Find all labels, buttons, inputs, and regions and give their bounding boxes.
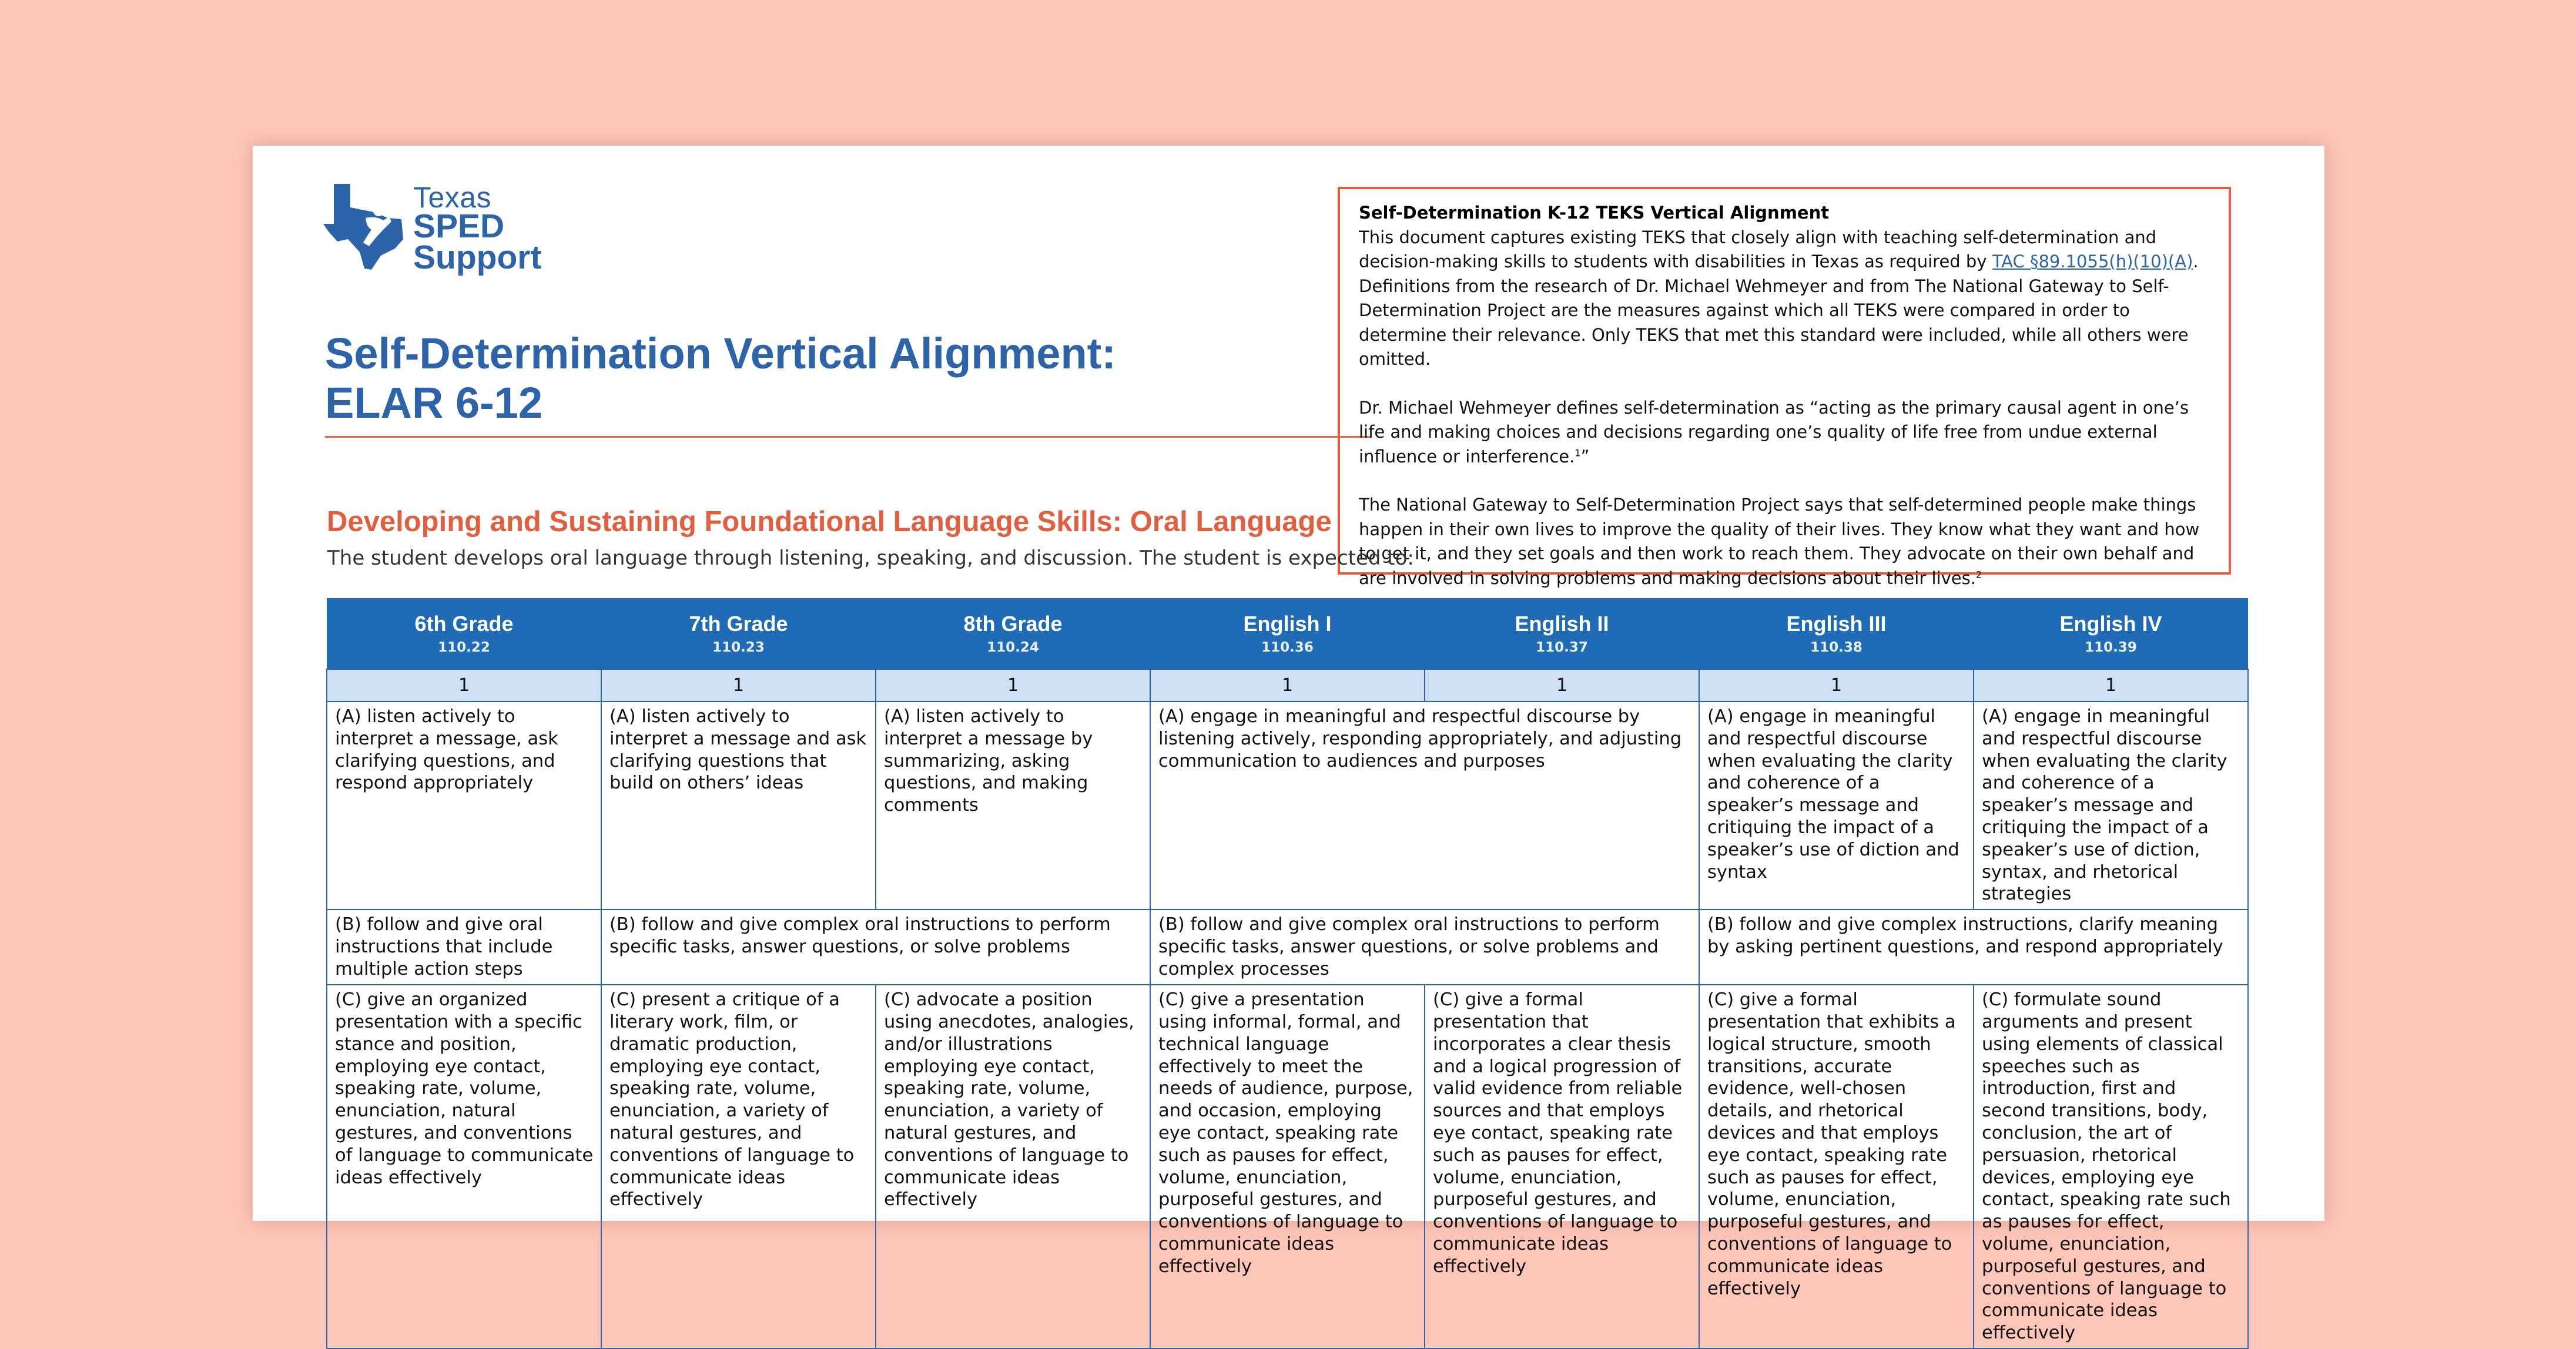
column-header xyxy=(601,598,876,669)
info-p1-text-after: . Definitions from the research of Dr. Michael Wehmeyer and from The National Gateway to Self-Determination Project are the measures against which all TEKS were compared in order to determine their relevance. Only TEKS that met this standard were included, while all others were omitted. xyxy=(1359,251,2199,369)
standard-number: 1 xyxy=(601,669,876,702)
table-cell: (C) advocate a position using anecdotes, analogies, and/or illustrations employing eye contact, speaking rate, volume, enunciation, a variety of natural gestures, and conventions of language to communicate ideas effectively xyxy=(876,985,1150,1348)
table-cell: (C) give a formal presentation that exhibits a logical structure, smooth transitions, accurate evidence, well-chosen details, and rhetorical devices and that employs eye contact, speaking rate such as pauses for effect, volume, enunciation, purposeful gestures, and conventions of language to communicate ideas effectively xyxy=(1699,985,1974,1348)
table-cell: (A) engage in meaningful and respectful discourse when evaluating the clarity and coherence of a speaker’s message and critiquing the impact of a speaker’s use of diction, syntax, and rhetorical strategies xyxy=(1974,702,2248,910)
standard-number: 1 xyxy=(876,669,1150,702)
texas-sped-support-logo xyxy=(322,183,563,277)
column-name: English III xyxy=(1786,612,1887,636)
standard-number: 1 xyxy=(1150,669,1425,702)
info-p2-end: ” xyxy=(1580,446,1590,467)
info-paragraph-3 xyxy=(1359,493,2211,590)
standard-number: 1 xyxy=(1699,669,1974,702)
tac-link[interactable]: TAC §89.1055(h)(10)(A) xyxy=(1992,251,2193,271)
table-cell: (B) follow and give oral instructions that include multiple action steps xyxy=(327,910,601,985)
table-row xyxy=(327,702,2248,910)
info-paragraph-1 xyxy=(1359,201,2211,372)
table-cell: (C) give a formal presentation that incorporates a clear thesis and a logical progression of valid evidence from reliable sources and that employs eye contact, speaking rate such as pauses for effect, volume, enunciation, purposeful gestures, and conventions of language to communicate ideas effectively xyxy=(1425,985,1699,1348)
column-code: 110.36 xyxy=(1261,640,1314,655)
column-code: 110.37 xyxy=(1536,640,1588,655)
column-name: 6th Grade xyxy=(414,612,514,636)
table-cell: (B) follow and give complex oral instructions to perform specific tasks, answer questions, or solve problems and complex processes xyxy=(1150,910,1699,985)
column-code: 110.38 xyxy=(1810,640,1863,655)
table-header-row xyxy=(327,598,2248,669)
logo-word-support: Support xyxy=(413,239,542,276)
footnote-ref-1: 1 xyxy=(1575,447,1581,458)
table-cell: (A) engage in meaningful and respectful discourse when evaluating the clarity and coherence of a speaker’s message and critiquing the impact of a speaker’s use of diction and syntax xyxy=(1699,702,1974,910)
info-paragraph-2 xyxy=(1359,396,2211,469)
info-p3-text: The National Gateway to Self-Determination Project says that self-determined people make things happen in their own lives to improve the quality of their lives. They know what they want and how to get it, and they set goals and then work to reach them. They advocate on their own behalf and are involved in solving problems and making decisions about their lives. xyxy=(1359,495,2200,588)
logo-word-texas: Texas xyxy=(413,181,492,214)
section-title: Developing and Sustaining Foundational Language Skills: Oral Language xyxy=(327,506,1332,538)
column-code: 110.24 xyxy=(987,640,1039,655)
table-cell: (C) present a critique of a literary work, film, or dramatic production, employing eye contact, speaking rate, volume, enunciation, a variety of natural gestures, and conventions of language to communicate ideas effectively xyxy=(601,985,876,1348)
document-page xyxy=(253,146,2324,1344)
column-code: 110.22 xyxy=(438,640,490,655)
table-row xyxy=(327,985,2248,1348)
standard-number-row xyxy=(327,669,2248,702)
table-cell: (C) give a presentation using informal, formal, and technical language effectively to meet the needs of audience, purpose, and occasion, employing eye contact, speaking rate such as pauses for effect, volume, enunciation, purposeful gestures, and conventions of language to communicate ideas effectively xyxy=(1150,985,1425,1348)
page-title-line1: Self-Determination Vertical Alignment: xyxy=(325,329,1116,378)
table-cell: (A) listen actively to interpret a message by summarizing, asking questions, and making comments xyxy=(876,702,1150,910)
title-divider xyxy=(325,436,1371,438)
page-title xyxy=(325,329,1207,428)
logo-word-sped: SPED xyxy=(413,207,505,245)
standard-number: 1 xyxy=(327,669,601,702)
texas-state-icon xyxy=(322,183,410,271)
column-header xyxy=(1150,598,1425,669)
column-name: English IV xyxy=(2059,612,2162,636)
column-header xyxy=(1425,598,1699,669)
info-p2-text: Dr. Michael Wehmeyer defines self-determination as “acting as the primary causal agent in one’s life and making choices and decisions regarding one’s quality of life free from undue external influence or interference. xyxy=(1359,397,2189,467)
column-code: 110.23 xyxy=(712,640,765,655)
column-name: 7th Grade xyxy=(689,612,788,636)
column-name: 8th Grade xyxy=(963,612,1063,636)
footnote-ref-2: 2 xyxy=(1975,568,1982,580)
page-title-line2: ELAR 6-12 xyxy=(325,378,543,427)
table-cell: (A) engage in meaningful and respectful discourse by listening actively, responding appropriately, and adjusting communication to audiences and purposes xyxy=(1150,702,1699,910)
column-header xyxy=(327,598,601,669)
column-name: English II xyxy=(1515,612,1609,636)
column-header xyxy=(1974,598,2248,669)
column-code: 110.39 xyxy=(2085,640,2137,655)
column-name: English I xyxy=(1243,612,1332,636)
info-heading: Self-Determination K-12 TEKS Vertical Alignment xyxy=(1359,203,1830,223)
standard-number: 1 xyxy=(1974,669,2248,702)
info-p1-text: This document captures existing TEKS that closely align with teaching self-determination and decision-making skills to students with disabilities in Texas as required by xyxy=(1359,227,2157,271)
standard-number: 1 xyxy=(1425,669,1699,702)
info-box xyxy=(1338,187,2231,588)
column-header xyxy=(1699,598,1974,669)
table-cell: (B) follow and give complex oral instructions to perform specific tasks, answer questions, or solve problems xyxy=(601,910,1150,985)
column-header xyxy=(876,598,1150,669)
table-row xyxy=(327,910,2248,985)
table-cell: (A) listen actively to interpret a message, ask clarifying questions, and respond appropriately xyxy=(327,702,601,910)
table-cell: (C) formulate sound arguments and present using elements of classical speeches such as introduction, first and second transitions, body, conclusion, the art of persuasion, rhetorical devices, employing eye contact, speaking rate such as pauses for effect, volume, enunciation, purposeful gestures, and conventions of language to communicate ideas effectively xyxy=(1974,985,2248,1348)
table-cell: (A) listen actively to interpret a message and ask clarifying questions that build on others’ ideas xyxy=(601,702,876,910)
table-cell: (C) give an organized presentation with a specific stance and position, employing eye contact, speaking rate, volume, enunciation, natural gestures, and conventions of language to communicate ideas effectively xyxy=(327,985,601,1348)
section-subtitle: The student develops oral language through listening, speaking, and discussion. The student is expected to: xyxy=(327,546,1414,570)
teks-alignment-table xyxy=(326,598,2249,1349)
table-cell: (B) follow and give complex instructions, clarify meaning by asking pertinent questions, and respond appropriately xyxy=(1699,910,2248,985)
